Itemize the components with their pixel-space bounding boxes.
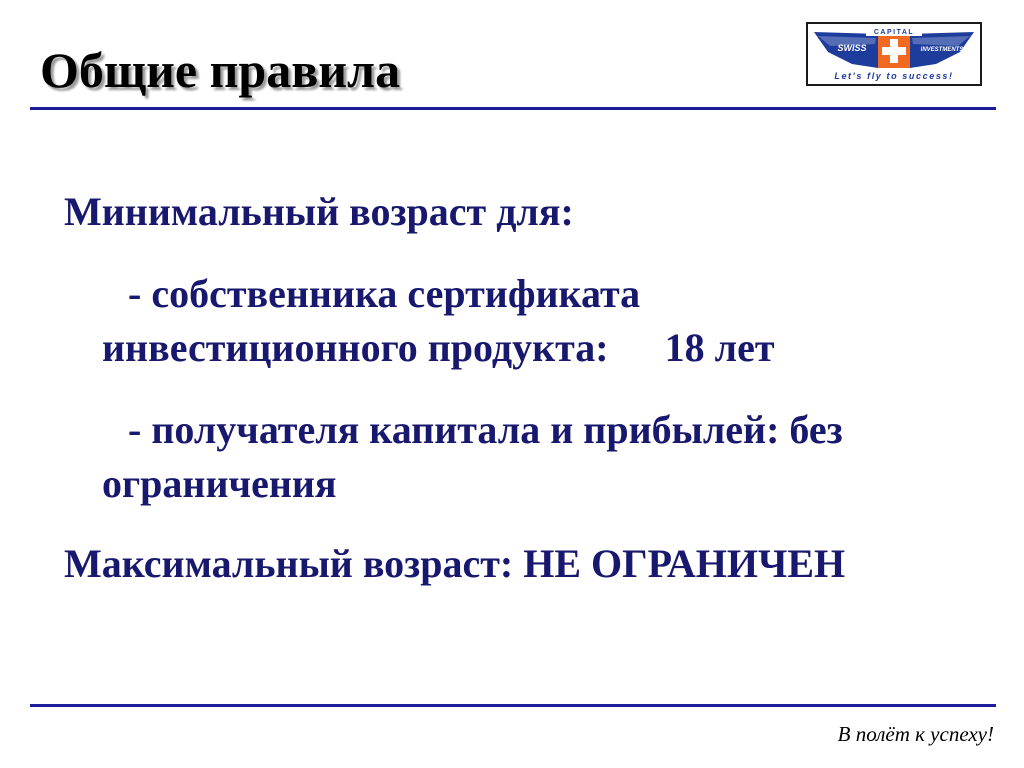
footer-divider [30,704,996,707]
company-logo [806,22,982,86]
logo-top-text: CAPITAL [873,29,915,36]
owner-product-label: инвестиционного продукта: [102,325,609,370]
slide-title: Общие правила [40,42,401,98]
logo-tagline: Let's fly to success! [834,71,954,81]
owner-line-1: - собственника сертификата [128,271,641,316]
title-divider [30,107,996,110]
recipient-line-1: - получателя капитала и прибылей: без [128,407,843,452]
owner-age-value: 18 лет [664,325,775,370]
max-age-line: Максимальный возраст: НЕ ОГРАНИЧЕН [64,541,846,586]
min-age-heading: Минимальный возраст для: [64,189,574,234]
footer-slogan: В полёт к успеху! [837,722,994,746]
recipient-line-2: ограничения [102,461,337,506]
logo-left-text: SWISS [837,43,867,53]
logo-right-text: INVESTMENTS [920,47,964,53]
owner-line-2 [102,322,774,374]
